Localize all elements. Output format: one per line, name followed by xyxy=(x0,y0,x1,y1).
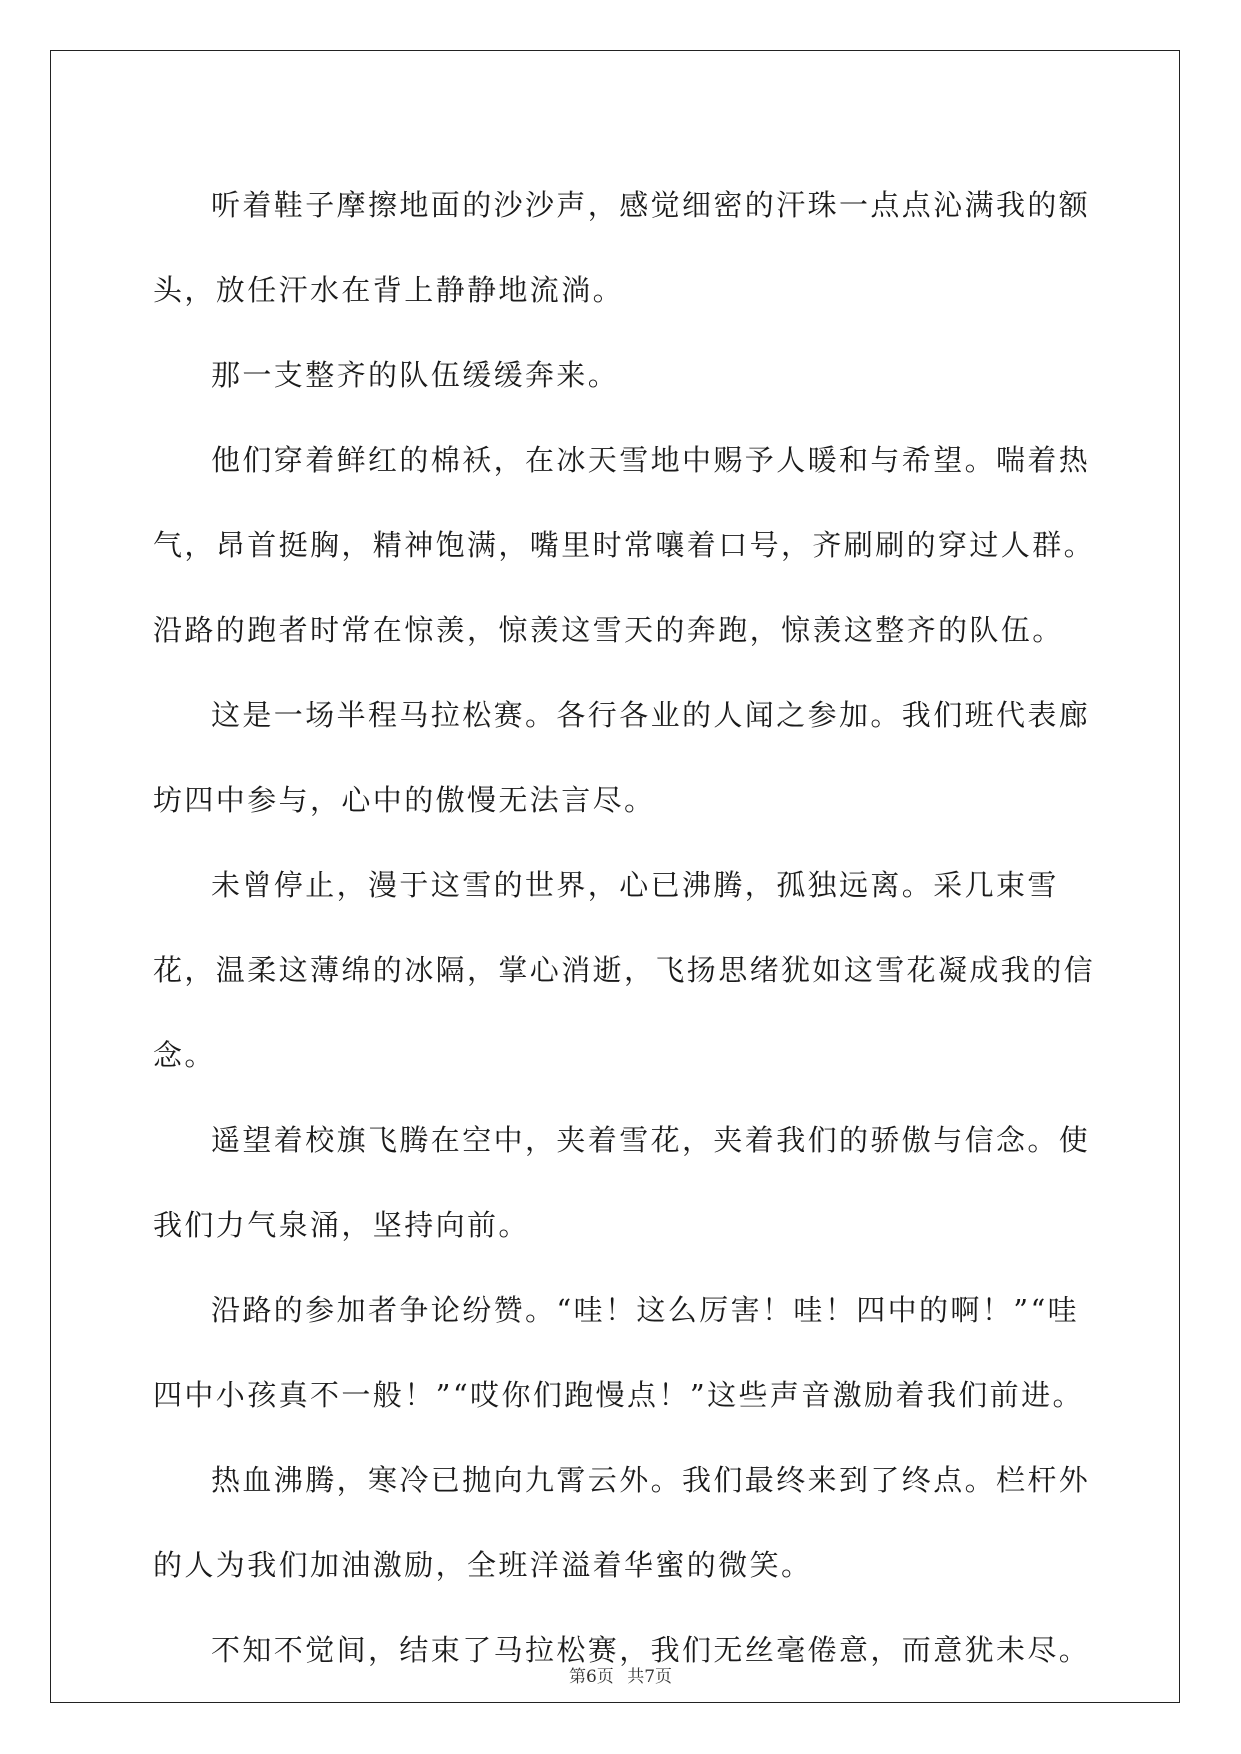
paragraph: 不知不觉间，结束了马拉松赛，我们无丝毫倦意，而意犹未尽。 xyxy=(211,1633,1091,1667)
page-footer xyxy=(0,1662,1241,1687)
paragraph: 遥望着校旗飞腾在空中，夹着雪花，夹着我们的骄傲与信念。使我们力气泉涌，坚持向前。 xyxy=(153,1123,1091,1242)
paragraph: 那一支整齐的队伍缓缓奔来。 xyxy=(211,358,620,392)
paragraph: 未曾停止，漫于这雪的世界，心已沸腾，孤独远离。采几束雪花，温柔这薄绵的冰隔，掌心消逝，飞扬思绪犹如这雪花凝成我的信念。 xyxy=(153,868,1096,1072)
paragraph: 他们穿着鲜红的棉袄，在冰天雪地中赐予人暖和与希望。喘着热气，昂首挺胸，精神饱满，嘴里时常嚷着口号，齐刷刷的穿过人群。沿路的跑者时常在惊羡，惊羡这雪天的奔跑，惊羡这整齐的队伍。 xyxy=(153,443,1096,647)
paragraph: 这是一场半程马拉松赛。各行各业的人闻之参加。我们班代表廊坊四中参与，心中的傲慢无法言尽。 xyxy=(153,698,1091,817)
paragraph: 听着鞋子摩擦地面的沙沙声，感觉细密的汗珠一点点沁满我的额头，放任汗水在背上静静地流淌。 xyxy=(153,188,1091,307)
paragraph: 沿路的参加者争论纷赞。“哇！这么厉害！哇！四中的啊！”“哇四中小孩真不一般！”“哎你们跑慢点！”这些声音激励着我们前进。 xyxy=(153,1293,1084,1412)
document-body xyxy=(153,163,1103,1693)
current-page-number: 第6页 xyxy=(568,1667,614,1687)
total-page-count: 共7页 xyxy=(627,1667,673,1687)
paragraph: 热血沸腾，寒冷已抛向九霄云外。我们最终来到了终点。栏杆外的人为我们加油激励，全班洋溢着华蜜的微笑。 xyxy=(153,1463,1091,1582)
